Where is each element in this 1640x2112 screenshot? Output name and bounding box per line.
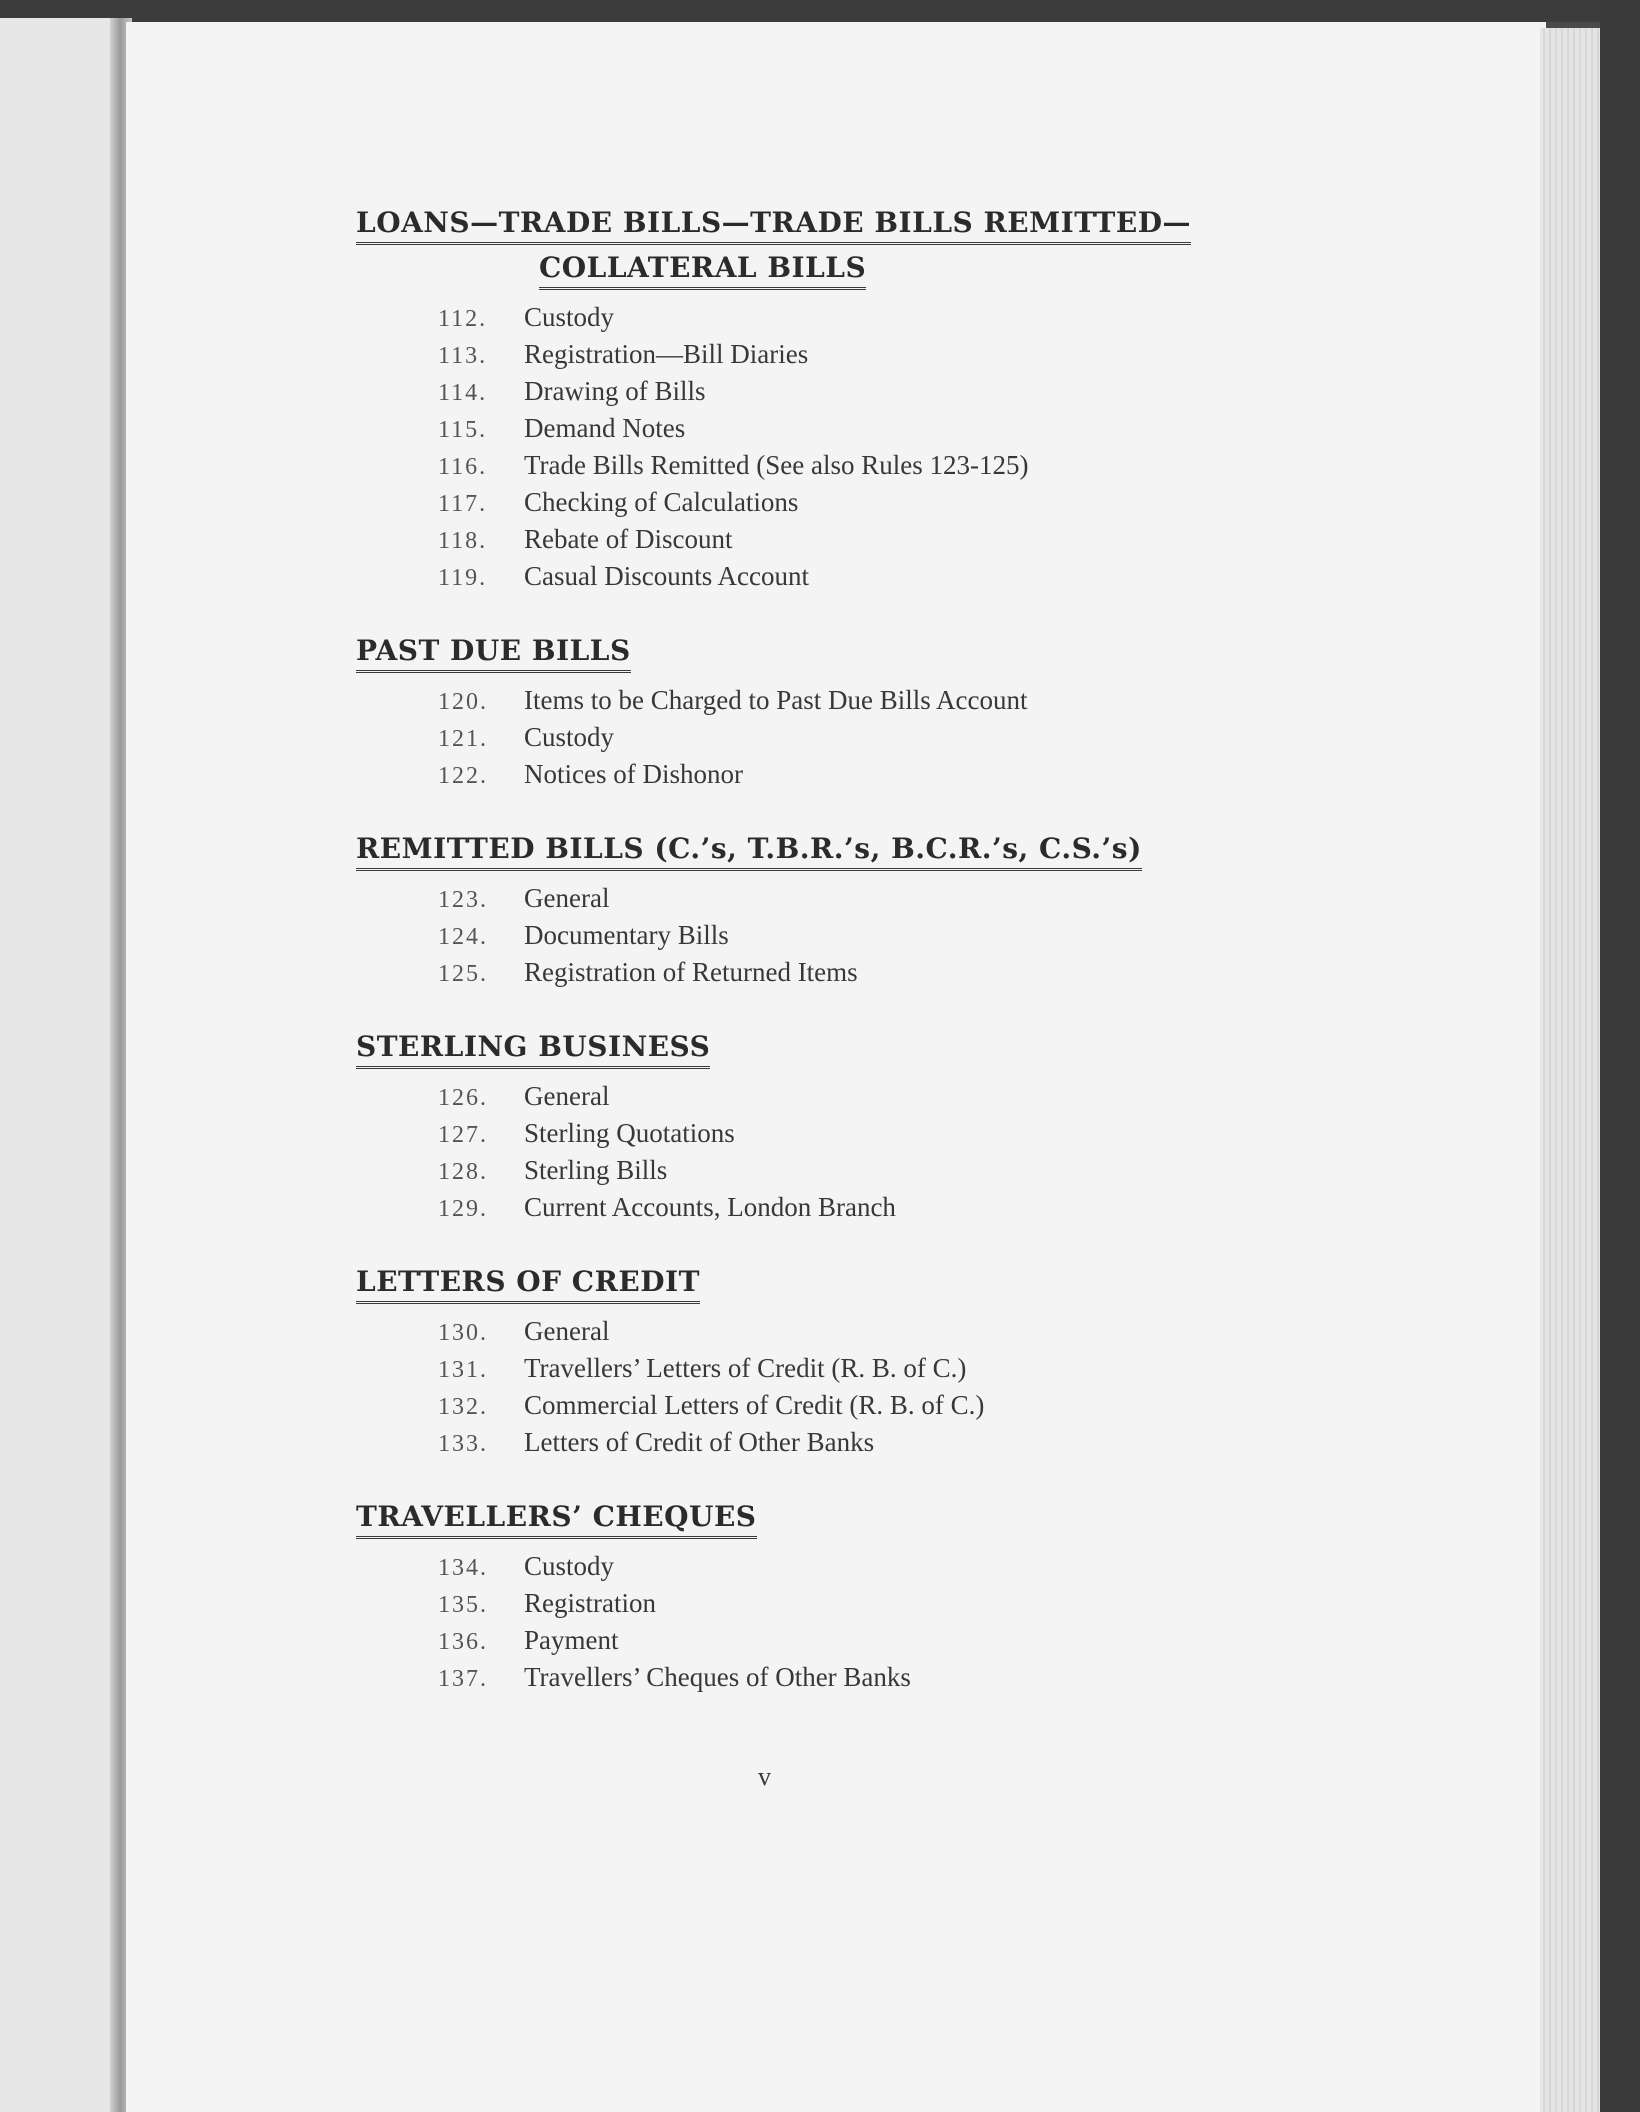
item-number: 117. xyxy=(438,491,488,517)
section-travellers-cheques xyxy=(356,1500,1356,1699)
item-title: General xyxy=(524,883,610,913)
section-heading: LETTERS OF CREDIT xyxy=(356,1265,700,1304)
list-item xyxy=(438,759,1356,796)
section-heading: REMITTED BILLS (C.’s, T.B.R.’s, B.C.R.’s, C.S.’s) xyxy=(356,832,1142,871)
list-item xyxy=(438,722,1356,759)
item-title: Registration xyxy=(524,1588,656,1618)
item-title: Notices of Dishonor xyxy=(524,759,743,789)
item-number: 120. xyxy=(438,689,488,715)
item-title: Letters of Credit of Other Banks xyxy=(524,1427,875,1457)
list-item xyxy=(438,1316,1356,1353)
list-item xyxy=(438,1662,1356,1699)
section-heading: STERLING BUSINESS xyxy=(356,1030,710,1069)
facing-page-edge xyxy=(0,18,122,2112)
section-sterling-business xyxy=(356,1030,1356,1229)
item-title: Sterling Bills xyxy=(524,1155,668,1185)
item-number: 125. xyxy=(438,961,488,987)
section-heading: LOANS—TRADE BILLS—TRADE BILLS REMITTED— xyxy=(356,206,1191,245)
item-list xyxy=(356,883,1356,994)
item-number: 135. xyxy=(438,1592,488,1618)
item-number: 129. xyxy=(438,1196,488,1222)
list-item xyxy=(438,1588,1356,1625)
contents-list xyxy=(356,206,1356,1735)
list-item xyxy=(438,1192,1356,1229)
list-item xyxy=(438,1081,1356,1118)
item-title: Rebate of Discount xyxy=(524,524,733,554)
list-item xyxy=(438,524,1356,561)
list-item xyxy=(438,302,1356,339)
list-item xyxy=(438,1118,1356,1155)
item-list xyxy=(356,302,1356,598)
item-number: 118. xyxy=(438,528,488,554)
section-heading: PAST DUE BILLS xyxy=(356,634,631,673)
item-title: Custody xyxy=(524,302,615,332)
item-number: 131. xyxy=(438,1357,488,1383)
item-list xyxy=(356,685,1356,796)
page-number: v xyxy=(758,1762,771,1791)
item-title: Custody xyxy=(524,1551,615,1581)
scan-top-edge xyxy=(0,0,1640,22)
item-title: Registration—Bill Diaries xyxy=(524,339,809,369)
item-title: Sterling Quotations xyxy=(524,1118,735,1148)
item-title: Travellers’ Letters of Credit (R. B. of C.) xyxy=(524,1353,967,1383)
item-number: 113. xyxy=(438,343,488,369)
item-number: 136. xyxy=(438,1629,488,1655)
section-remitted-bills xyxy=(356,832,1356,994)
item-title: Casual Discounts Account xyxy=(524,561,809,591)
section-heading-continued: COLLATERAL BILLS xyxy=(539,251,866,290)
list-item xyxy=(438,487,1356,524)
list-item xyxy=(438,413,1356,450)
list-item xyxy=(438,920,1356,957)
page-stack-edges xyxy=(1540,28,1602,2112)
item-number: 134. xyxy=(438,1555,488,1581)
list-item xyxy=(438,883,1356,920)
list-item xyxy=(438,1427,1356,1464)
item-number: 133. xyxy=(438,1431,488,1457)
list-item xyxy=(438,685,1356,722)
item-number: 121. xyxy=(438,726,488,752)
item-title: Travellers’ Cheques of Other Banks xyxy=(524,1662,911,1692)
section-past-due-bills xyxy=(356,634,1356,796)
item-number: 127. xyxy=(438,1122,488,1148)
item-number: 116. xyxy=(438,454,488,480)
item-number: 122. xyxy=(438,763,488,789)
item-title: Current Accounts, London Branch xyxy=(524,1192,896,1222)
item-list xyxy=(356,1551,1356,1699)
section-loans xyxy=(356,206,1356,598)
item-number: 126. xyxy=(438,1085,488,1111)
item-number: 132. xyxy=(438,1394,488,1420)
section-letters-of-credit xyxy=(356,1265,1356,1464)
item-title: Payment xyxy=(524,1625,619,1655)
item-title: Drawing of Bills xyxy=(524,376,706,406)
item-number: 114. xyxy=(438,380,488,406)
list-item xyxy=(438,450,1356,487)
item-title: Registration of Returned Items xyxy=(524,957,858,987)
item-number: 115. xyxy=(438,417,488,443)
item-number: 124. xyxy=(438,924,488,950)
item-number: 130. xyxy=(438,1320,488,1346)
item-title: General xyxy=(524,1081,610,1111)
list-item xyxy=(438,957,1356,994)
item-title: Checking of Calculations xyxy=(524,487,799,517)
item-title: General xyxy=(524,1316,610,1346)
list-item xyxy=(438,561,1356,598)
item-title: Items to be Charged to Past Due Bills Account xyxy=(524,685,1028,715)
item-number: 112. xyxy=(438,306,488,332)
item-number: 128. xyxy=(438,1159,488,1185)
item-title: Demand Notes xyxy=(524,413,686,443)
section-heading: TRAVELLERS’ CHEQUES xyxy=(356,1500,757,1539)
item-list xyxy=(356,1316,1356,1464)
item-title: Custody xyxy=(524,722,615,752)
item-number: 123. xyxy=(438,887,488,913)
list-item xyxy=(438,376,1356,413)
list-item xyxy=(438,339,1356,376)
item-number: 119. xyxy=(438,565,488,591)
item-list xyxy=(356,1081,1356,1229)
item-title: Commercial Letters of Credit (R. B. of C.) xyxy=(524,1390,985,1420)
item-number: 137. xyxy=(438,1666,488,1692)
item-title: Trade Bills Remitted (See also Rules 123-125) xyxy=(524,450,1029,480)
list-item xyxy=(438,1390,1356,1427)
list-item xyxy=(438,1625,1356,1662)
list-item xyxy=(438,1155,1356,1192)
list-item xyxy=(438,1353,1356,1390)
scan-right-edge xyxy=(1600,0,1640,2112)
item-title: Documentary Bills xyxy=(524,920,729,950)
list-item xyxy=(438,1551,1356,1588)
